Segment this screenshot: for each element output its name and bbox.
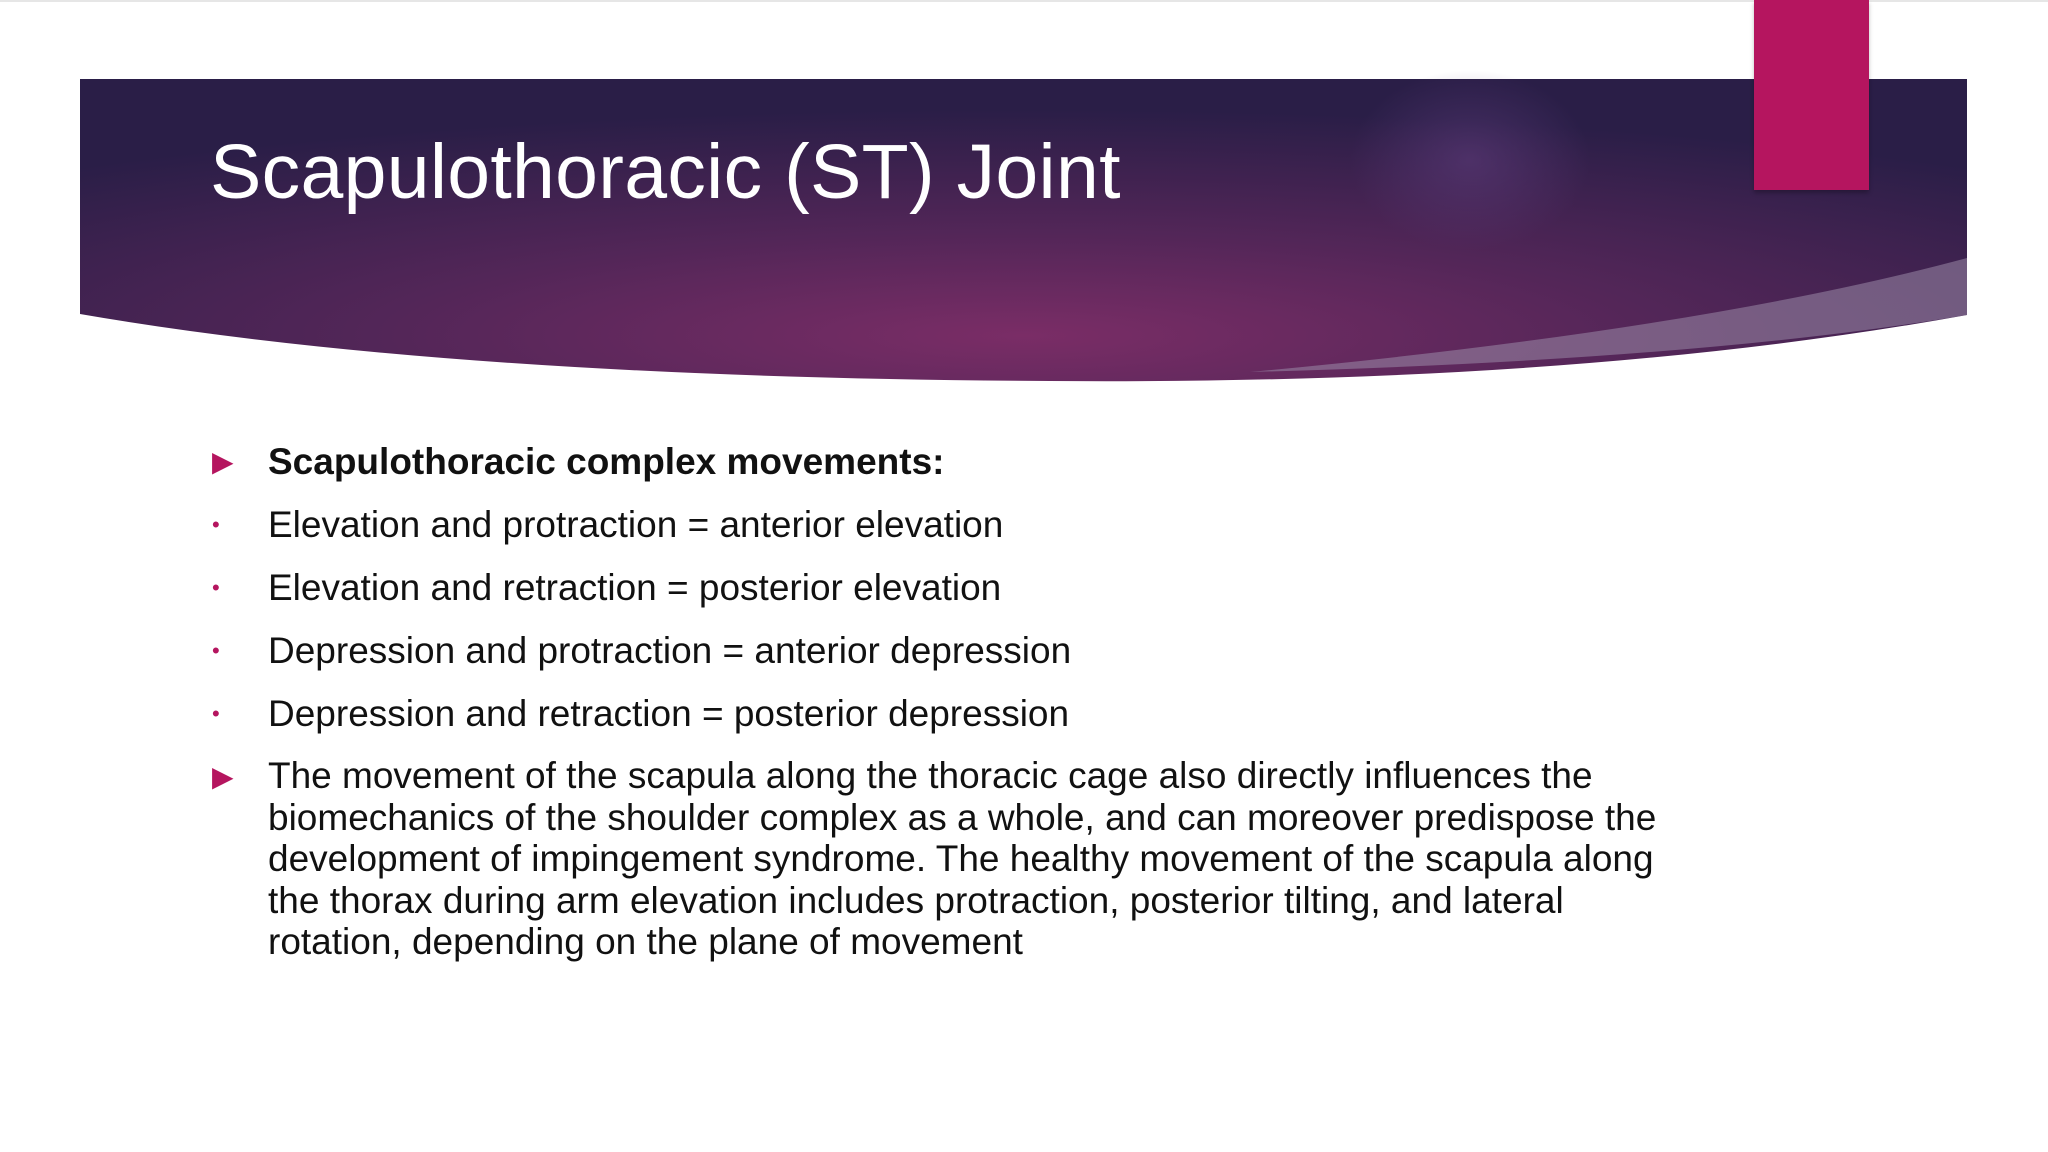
bullet-list [210,440,1670,983]
list-item-text: Depression and protraction = anterior depression [268,630,1072,671]
list-item [210,629,1670,672]
bullet-dot-icon: • [212,701,220,726]
list-item-text: Elevation and retraction = posterior elevation [268,567,1002,608]
bullet-dot-icon: • [212,575,220,600]
list-item-text: Scapulothoracic complex movements: [268,441,945,482]
accent-tab [1754,0,1869,190]
list-item [210,503,1670,546]
list-item [210,566,1670,609]
slide-title: Scapulothoracic (ST) Joint [210,129,1121,215]
list-item [210,692,1670,735]
list-item [210,440,1670,483]
triangle-right-icon: ▶ [212,446,234,477]
bullet-dot-icon: • [212,512,220,537]
bullet-dot-icon: • [212,638,220,663]
list-item [210,755,1670,963]
list-item-text: The movement of the scapula along the thoracic cage also directly influences the biomechanics of the shoulder complex as a whole, and can moreover predispose the development of impingement syndrome. The healthy movement of the scapula along the thorax during arm elevation includes protraction, posterior tilting, and lateral rotation, depending on the plane of movement [268,755,1657,962]
triangle-right-icon: ▶ [212,760,234,792]
list-item-text: Elevation and protraction = anterior elevation [268,504,1004,545]
list-item-text: Depression and retraction = posterior depression [268,693,1070,734]
